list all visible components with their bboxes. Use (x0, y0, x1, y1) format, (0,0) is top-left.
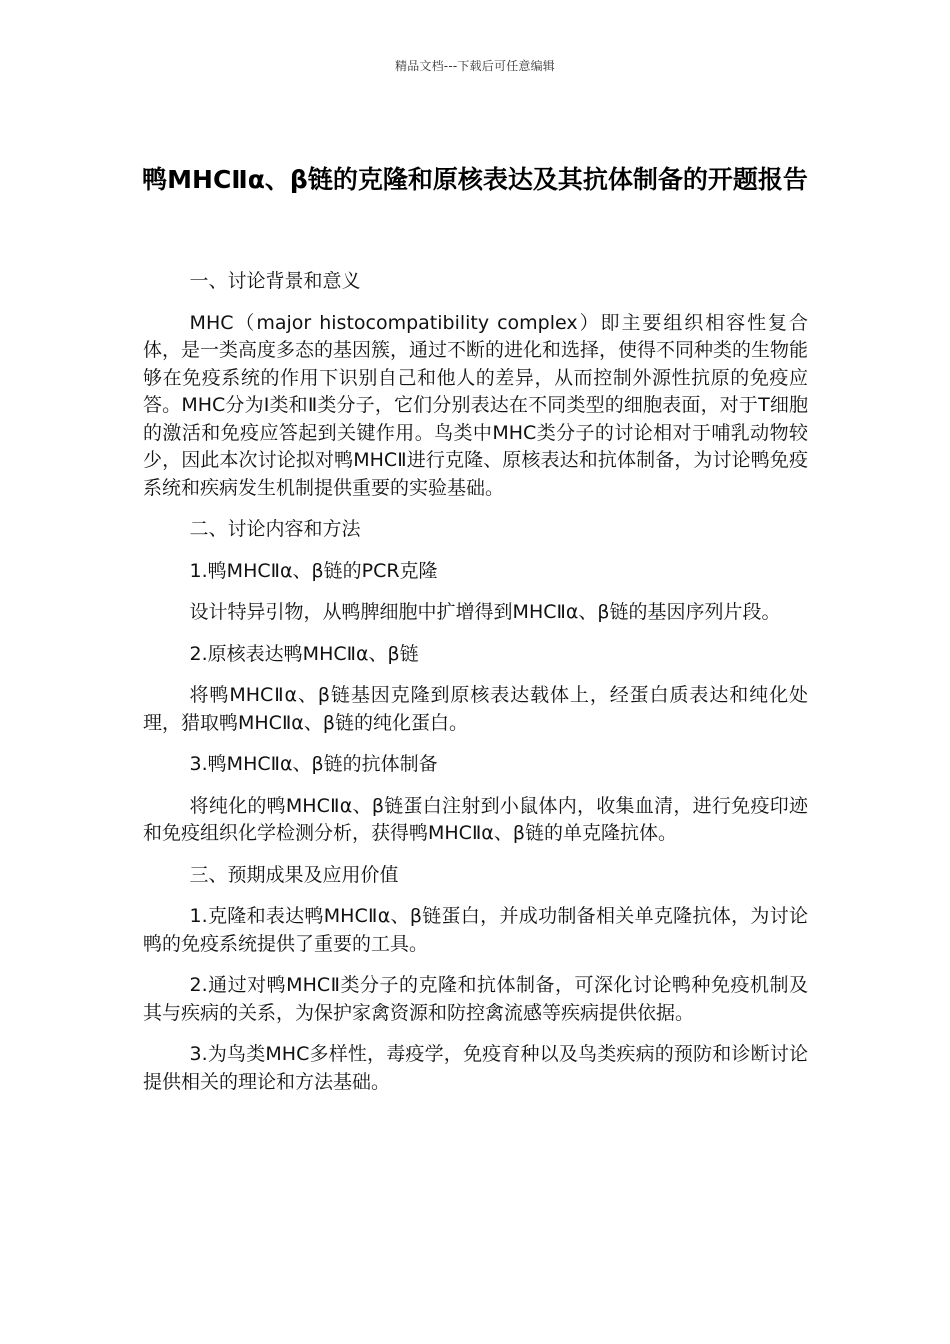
method-text-pcr: 设计特异引物，从鸭脾细胞中扩增得到MHCⅡα、β链的基因序列片段。 (189, 601, 781, 623)
document-title: 鸭MHCⅡα、β链的克隆和原核表达及其抗体制备的开题报告 (142, 164, 808, 194)
method-text-antibody: 将纯化的鸭MHCⅡα、β链蛋白注射到小鼠体内，收集血清，进行免疫印迹和免疫组织化学检测分析，获得鸭MHCⅡα、β链的单克隆抗体。 (143, 794, 808, 844)
method-heading-pcr: 1.鸭MHCⅡα、β链的PCR克隆 (189, 559, 438, 582)
document-body (143, 268, 808, 1110)
method-text-expression: 将鸭MHCⅡα、β链基因克隆到原核表达载体上，经蛋白质表达和纯化处理，猎取鸭MHCⅡα、β链的纯化蛋白。 (143, 684, 808, 734)
outcome-item-3: 3.为鸟类MHC多样性，毒疫学，免疫育种以及鸟类疾病的预防和诊断讨论提供相关的理论和方法基础。 (143, 1043, 808, 1093)
section-heading-methods: 二、讨论内容和方法 (189, 518, 361, 540)
outcome-item-1: 1.克隆和表达鸭MHCⅡα、β链蛋白，并成功制备相关单克隆抗体，为讨论鸭的免疫系统提供了重要的工具。 (143, 905, 808, 955)
method-heading-antibody: 3.鸭MHCⅡα、β链的抗体制备 (189, 753, 438, 775)
outcome-item-2: 2.通过对鸭MHCⅡ类分子的克隆和抗体制备，可深化讨论鸭种免疫机制及其与疾病的关系，为保护家禽资源和防控禽流感等疾病提供依据。 (143, 974, 808, 1024)
paragraph-background: MHC（major histocompatibility complex）即主要组织相容性复合体，是一类高度多态的基因簇，通过不断的进化和选择，使得不同种类的生物能够在免疫系统的作用下识别自己和他人的差异，从而控制外源性抗原的免疫应答。MHC分为Ⅰ类和Ⅱ类分子，它们分别表达在不同类型的细胞表面，对于T细胞的激活和免疫应答起到关键作用。鸟类中MHC类分子的讨论相对于哺乳动物较少，因此本次讨论拟对鸭MHCⅡ进行克隆、原核表达和抗体制备，为讨论鸭免疫系统和疾病发生机制提供重要的实验基础。 (143, 311, 809, 499)
method-heading-expression: 2.原核表达鸭MHCⅡα、β链 (189, 642, 419, 665)
section-heading-outcomes: 三、预期成果及应用价值 (189, 863, 399, 886)
section-heading-background: 一、讨论背景和意义 (189, 270, 361, 292)
header-note: 精品文档---下载后可任意编辑 (395, 59, 555, 73)
